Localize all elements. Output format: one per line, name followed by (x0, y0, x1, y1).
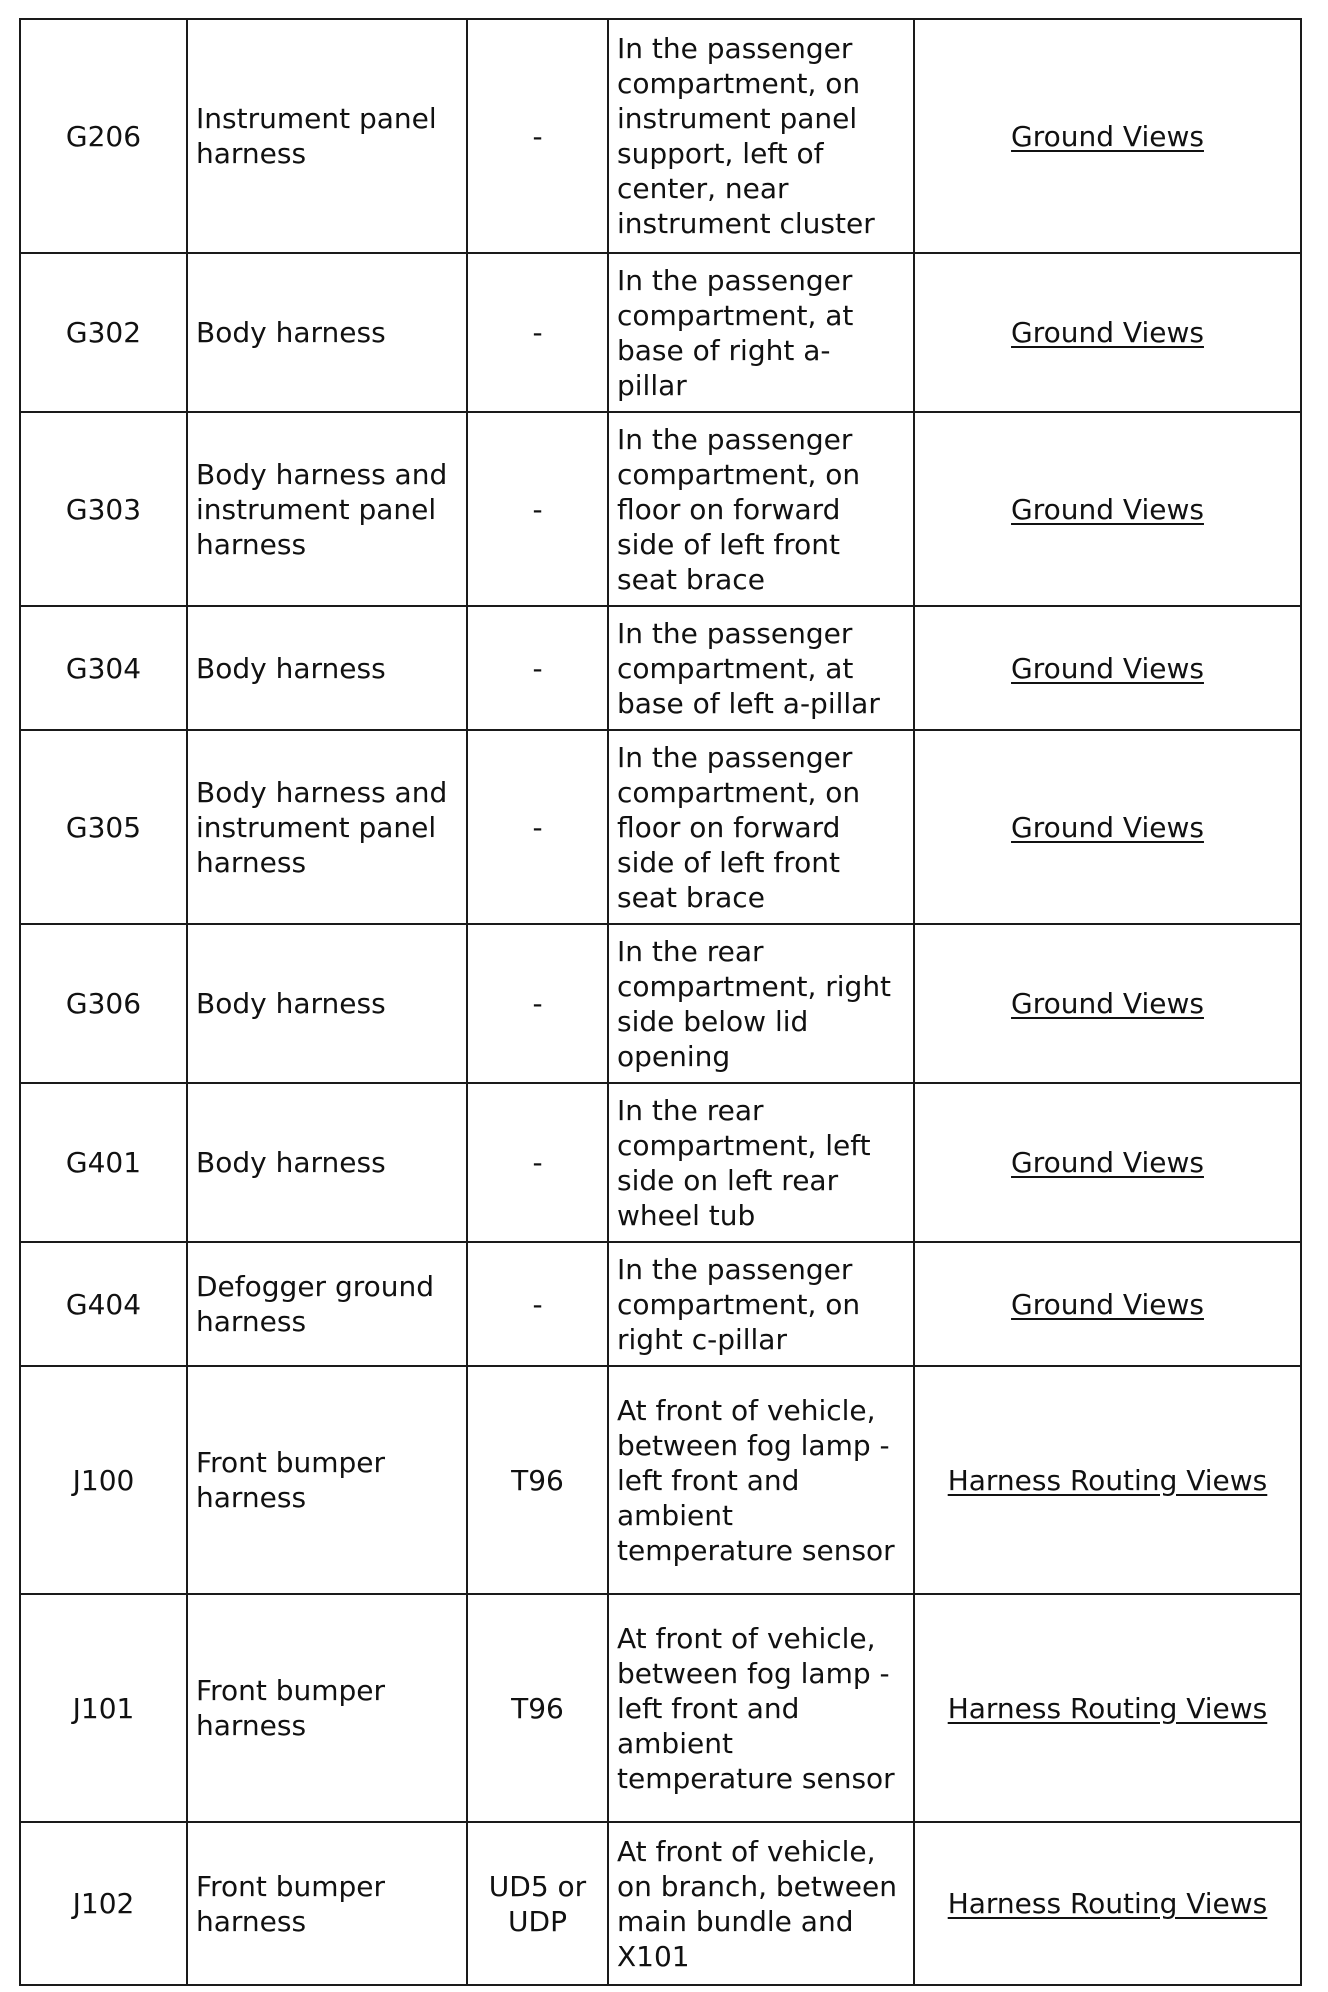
option-code: - (467, 1083, 608, 1242)
harness-name: Front bumper harness (187, 1366, 467, 1594)
harness-name: Body harness (187, 606, 467, 730)
component-id: G305 (20, 730, 187, 924)
view-link-cell (914, 253, 1301, 412)
table-row (20, 19, 1301, 253)
ground-views-link[interactable]: Ground Views (1011, 316, 1204, 349)
ground-locations-table (19, 18, 1302, 1986)
harness-routing-views-link[interactable]: Harness Routing Views (947, 1691, 1268, 1725)
option-code: - (467, 412, 608, 606)
harness-name: Defogger ground harness (187, 1242, 467, 1366)
view-link-cell (914, 1822, 1301, 1985)
harness-name: Instrument panel harness (187, 19, 467, 253)
location-description: In the passenger compartment, on right c-pillar (608, 1242, 914, 1366)
location-description: In the passenger compartment, at base of right a- pillar (608, 253, 914, 412)
component-id: G303 (20, 412, 187, 606)
view-link-cell (914, 1366, 1301, 1594)
table-row (20, 1594, 1301, 1822)
component-id: J102 (20, 1822, 187, 1985)
option-code: - (467, 1242, 608, 1366)
harness-name: Body harness (187, 253, 467, 412)
option-code: - (467, 19, 608, 253)
table-row (20, 253, 1301, 412)
option-code: T96 (467, 1366, 608, 1594)
harness-name: Body harness (187, 924, 467, 1083)
harness-name: Body harness (187, 1083, 467, 1242)
option-code: - (467, 253, 608, 412)
table-row (20, 412, 1301, 606)
component-id: J101 (20, 1594, 187, 1822)
table-row (20, 606, 1301, 730)
harness-routing-views-link[interactable]: Harness Routing Views (947, 1463, 1268, 1497)
location-description: At front of vehicle, on branch, between main bundle and X101 (608, 1822, 914, 1985)
table-row (20, 1366, 1301, 1594)
view-link-cell (914, 19, 1301, 253)
ground-views-link[interactable]: Ground Views (1011, 810, 1204, 844)
location-description: In the passenger compartment, at base of left a-pillar (608, 606, 914, 730)
view-link-cell (914, 1242, 1301, 1366)
option-code: - (467, 924, 608, 1083)
view-link-cell (914, 1594, 1301, 1822)
component-id: G304 (20, 606, 187, 730)
table-row (20, 1242, 1301, 1366)
view-link-cell (914, 1083, 1301, 1242)
harness-name: Front bumper harness (187, 1594, 467, 1822)
component-id: G401 (20, 1083, 187, 1242)
component-id: G302 (20, 253, 187, 412)
ground-views-link[interactable]: Ground Views (1011, 651, 1204, 685)
location-description: In the passenger compartment, on floor on forward side of left front seat brace (608, 730, 914, 924)
ground-views-link[interactable]: Ground Views (1011, 987, 1204, 1020)
location-description: In the passenger compartment, on instrument panel support, left of center, near instrument cluster (608, 19, 914, 253)
option-code: - (467, 730, 608, 924)
ground-views-link[interactable]: Ground Views (1011, 1146, 1204, 1179)
view-link-cell (914, 924, 1301, 1083)
component-id: G404 (20, 1242, 187, 1366)
option-code: T96 (467, 1594, 608, 1822)
harness-name: Body harness and instrument panel harness (187, 730, 467, 924)
table-row (20, 1822, 1301, 1985)
option-code: - (467, 606, 608, 730)
harness-name: Front bumper harness (187, 1822, 467, 1985)
ground-views-link[interactable]: Ground Views (1011, 119, 1204, 153)
location-description: In the rear compartment, left side on left rear wheel tub (608, 1083, 914, 1242)
table-row (20, 730, 1301, 924)
view-link-cell (914, 606, 1301, 730)
harness-name: Body harness and instrument panel harness (187, 412, 467, 606)
component-id: J100 (20, 1366, 187, 1594)
location-description: In the rear compartment, right side below lid opening (608, 924, 914, 1083)
location-description: At front of vehicle, between fog lamp - left front and ambient temperature sensor (608, 1366, 914, 1594)
ground-views-link[interactable]: Ground Views (1011, 492, 1204, 526)
component-id: G306 (20, 924, 187, 1083)
table-row (20, 924, 1301, 1083)
table-row (20, 1083, 1301, 1242)
location-description: In the passenger compartment, on floor on forward side of left front seat brace (608, 412, 914, 606)
location-description: At front of vehicle, between fog lamp - left front and ambient temperature sensor (608, 1594, 914, 1822)
component-id: G206 (20, 19, 187, 253)
view-link-cell (914, 730, 1301, 924)
view-link-cell (914, 412, 1301, 606)
harness-routing-views-link[interactable]: Harness Routing Views (947, 1887, 1268, 1920)
ground-views-link[interactable]: Ground Views (1011, 1287, 1204, 1321)
option-code: UD5 or UDP (467, 1822, 608, 1985)
